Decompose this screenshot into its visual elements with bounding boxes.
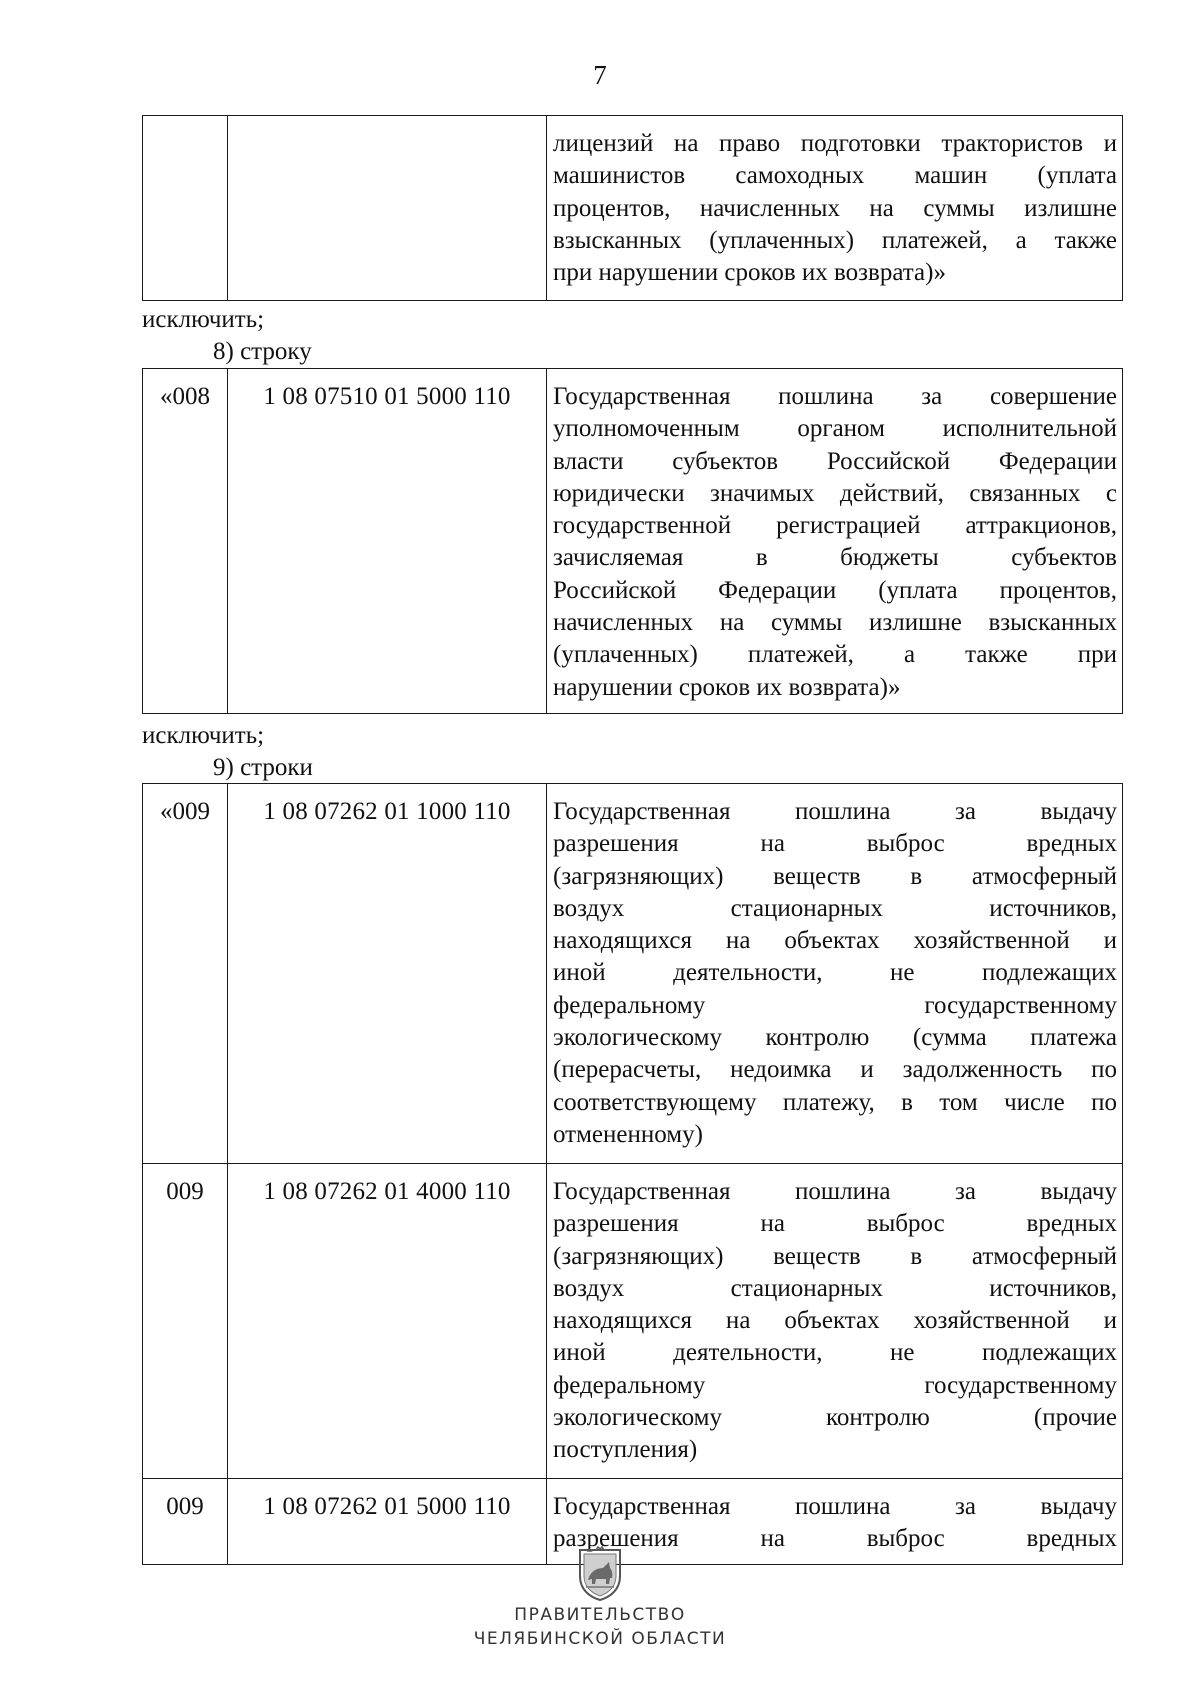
exclude-text: исключить;: [142, 722, 265, 749]
description-line: разрешения на выброс вредных: [553, 830, 1117, 858]
description-line: находящихся на объектах хозяйственной и: [553, 1307, 1117, 1335]
row-number: 009: [143, 1164, 228, 1479]
row-code: 1 08 07510 01 5000 110: [228, 369, 547, 714]
row-code: [228, 116, 547, 301]
description-line: отмененному): [553, 1120, 703, 1148]
description-line: иной деятельности, не подлежащих: [553, 959, 1117, 987]
table-row: [143, 1164, 1123, 1479]
page-number: 7: [593, 60, 607, 90]
table-continuation: [142, 115, 1123, 301]
description-line: Государственная пошлина за выдачу: [553, 798, 1117, 825]
description-line: машинистов самоходных машин (уплата: [553, 162, 1117, 190]
table-item-8: [142, 368, 1123, 714]
description-line: уполномоченным органом исполнительной: [553, 415, 1117, 443]
description-line: начисленных на суммы излишне взысканных: [553, 609, 1117, 637]
table-row: [143, 784, 1123, 1164]
table-row: [143, 369, 1123, 714]
row-number: 009: [143, 1479, 228, 1565]
description-line: зачисляемая в бюджеты субъектов: [553, 544, 1117, 572]
description-line: (загрязняющих) веществ в атмосферный: [553, 862, 1117, 890]
description-line: воздух стационарных источников,: [553, 894, 1117, 922]
description-line: власти субъектов Российской Федерации: [553, 447, 1117, 475]
table-row: [143, 1479, 1123, 1565]
table-item-9: [142, 783, 1123, 1565]
table-row: [143, 116, 1123, 301]
row-number: [143, 116, 228, 301]
row-code: 1 08 07262 01 1000 110: [228, 784, 547, 1164]
description-line: разрешения на выброс вредных: [553, 1525, 1117, 1553]
row-description: [547, 116, 1123, 301]
description-line: Государственная пошлина за выдачу: [553, 1178, 1117, 1205]
description-line: при нарушении сроков их возврата)»: [553, 259, 946, 287]
description-line: (загрязняющих) веществ в атмосферный: [553, 1242, 1117, 1270]
description-line: иной деятельности, не подлежащих: [553, 1339, 1117, 1367]
item-8-label: 8) строку: [213, 338, 312, 365]
description-line: взысканных (уплаченных) платежей, а также: [553, 226, 1117, 254]
description-line: экологическому контролю (сумма платежа: [553, 1024, 1117, 1052]
row-number: «009: [143, 784, 228, 1164]
row-description: [547, 369, 1123, 714]
description-line: экологическому контролю (прочие: [553, 1404, 1117, 1432]
row-code: 1 08 07262 01 5000 110: [228, 1479, 547, 1565]
item-9-label: 9) строки: [213, 754, 313, 781]
description-line: Государственная пошлина за совершение: [553, 383, 1117, 410]
organization-name-line-1: ПРАВИТЕЛЬСТВО: [514, 1605, 686, 1625]
organization-name-line-2: ЧЕЛЯБИНСКОЙ ОБЛАСТИ: [473, 1629, 727, 1649]
description-line: (перерасчеты, недоимка и задолженность по: [553, 1056, 1117, 1084]
row-description: [547, 784, 1123, 1164]
row-code: 1 08 07262 01 4000 110: [228, 1164, 547, 1479]
row-description: [547, 1479, 1123, 1565]
description-line: лицензий на право подготовки трактористов и: [553, 130, 1117, 157]
description-line: (уплаченных) платежей, а также при: [553, 641, 1117, 669]
description-line: нарушении сроков их возврата)»: [553, 673, 901, 701]
description-line: соответствующему платежу, в том числе по: [553, 1088, 1117, 1116]
description-line: Государственная пошлина за выдачу: [553, 1493, 1117, 1520]
row-description: [547, 1164, 1123, 1479]
description-line: воздух стационарных источников,: [553, 1274, 1117, 1302]
coat-of-arms-icon: [576, 1546, 624, 1602]
description-line: федеральному государственному: [553, 1371, 1117, 1399]
description-line: Российской Федерации (уплата процентов,: [553, 576, 1117, 604]
description-line: юридически значимых действий, связанных с: [553, 479, 1117, 507]
description-line: поступления): [553, 1436, 698, 1464]
row-number: «008: [143, 369, 228, 714]
description-line: федеральному государственному: [553, 991, 1117, 1019]
description-line: разрешения на выброс вредных: [553, 1210, 1117, 1238]
description-line: государственной регистрацией аттракционов,: [553, 512, 1117, 540]
exclude-text: исключить;: [142, 306, 265, 333]
description-line: находящихся на объектах хозяйственной и: [553, 927, 1117, 955]
description-line: процентов, начисленных на суммы излишне: [553, 194, 1117, 222]
